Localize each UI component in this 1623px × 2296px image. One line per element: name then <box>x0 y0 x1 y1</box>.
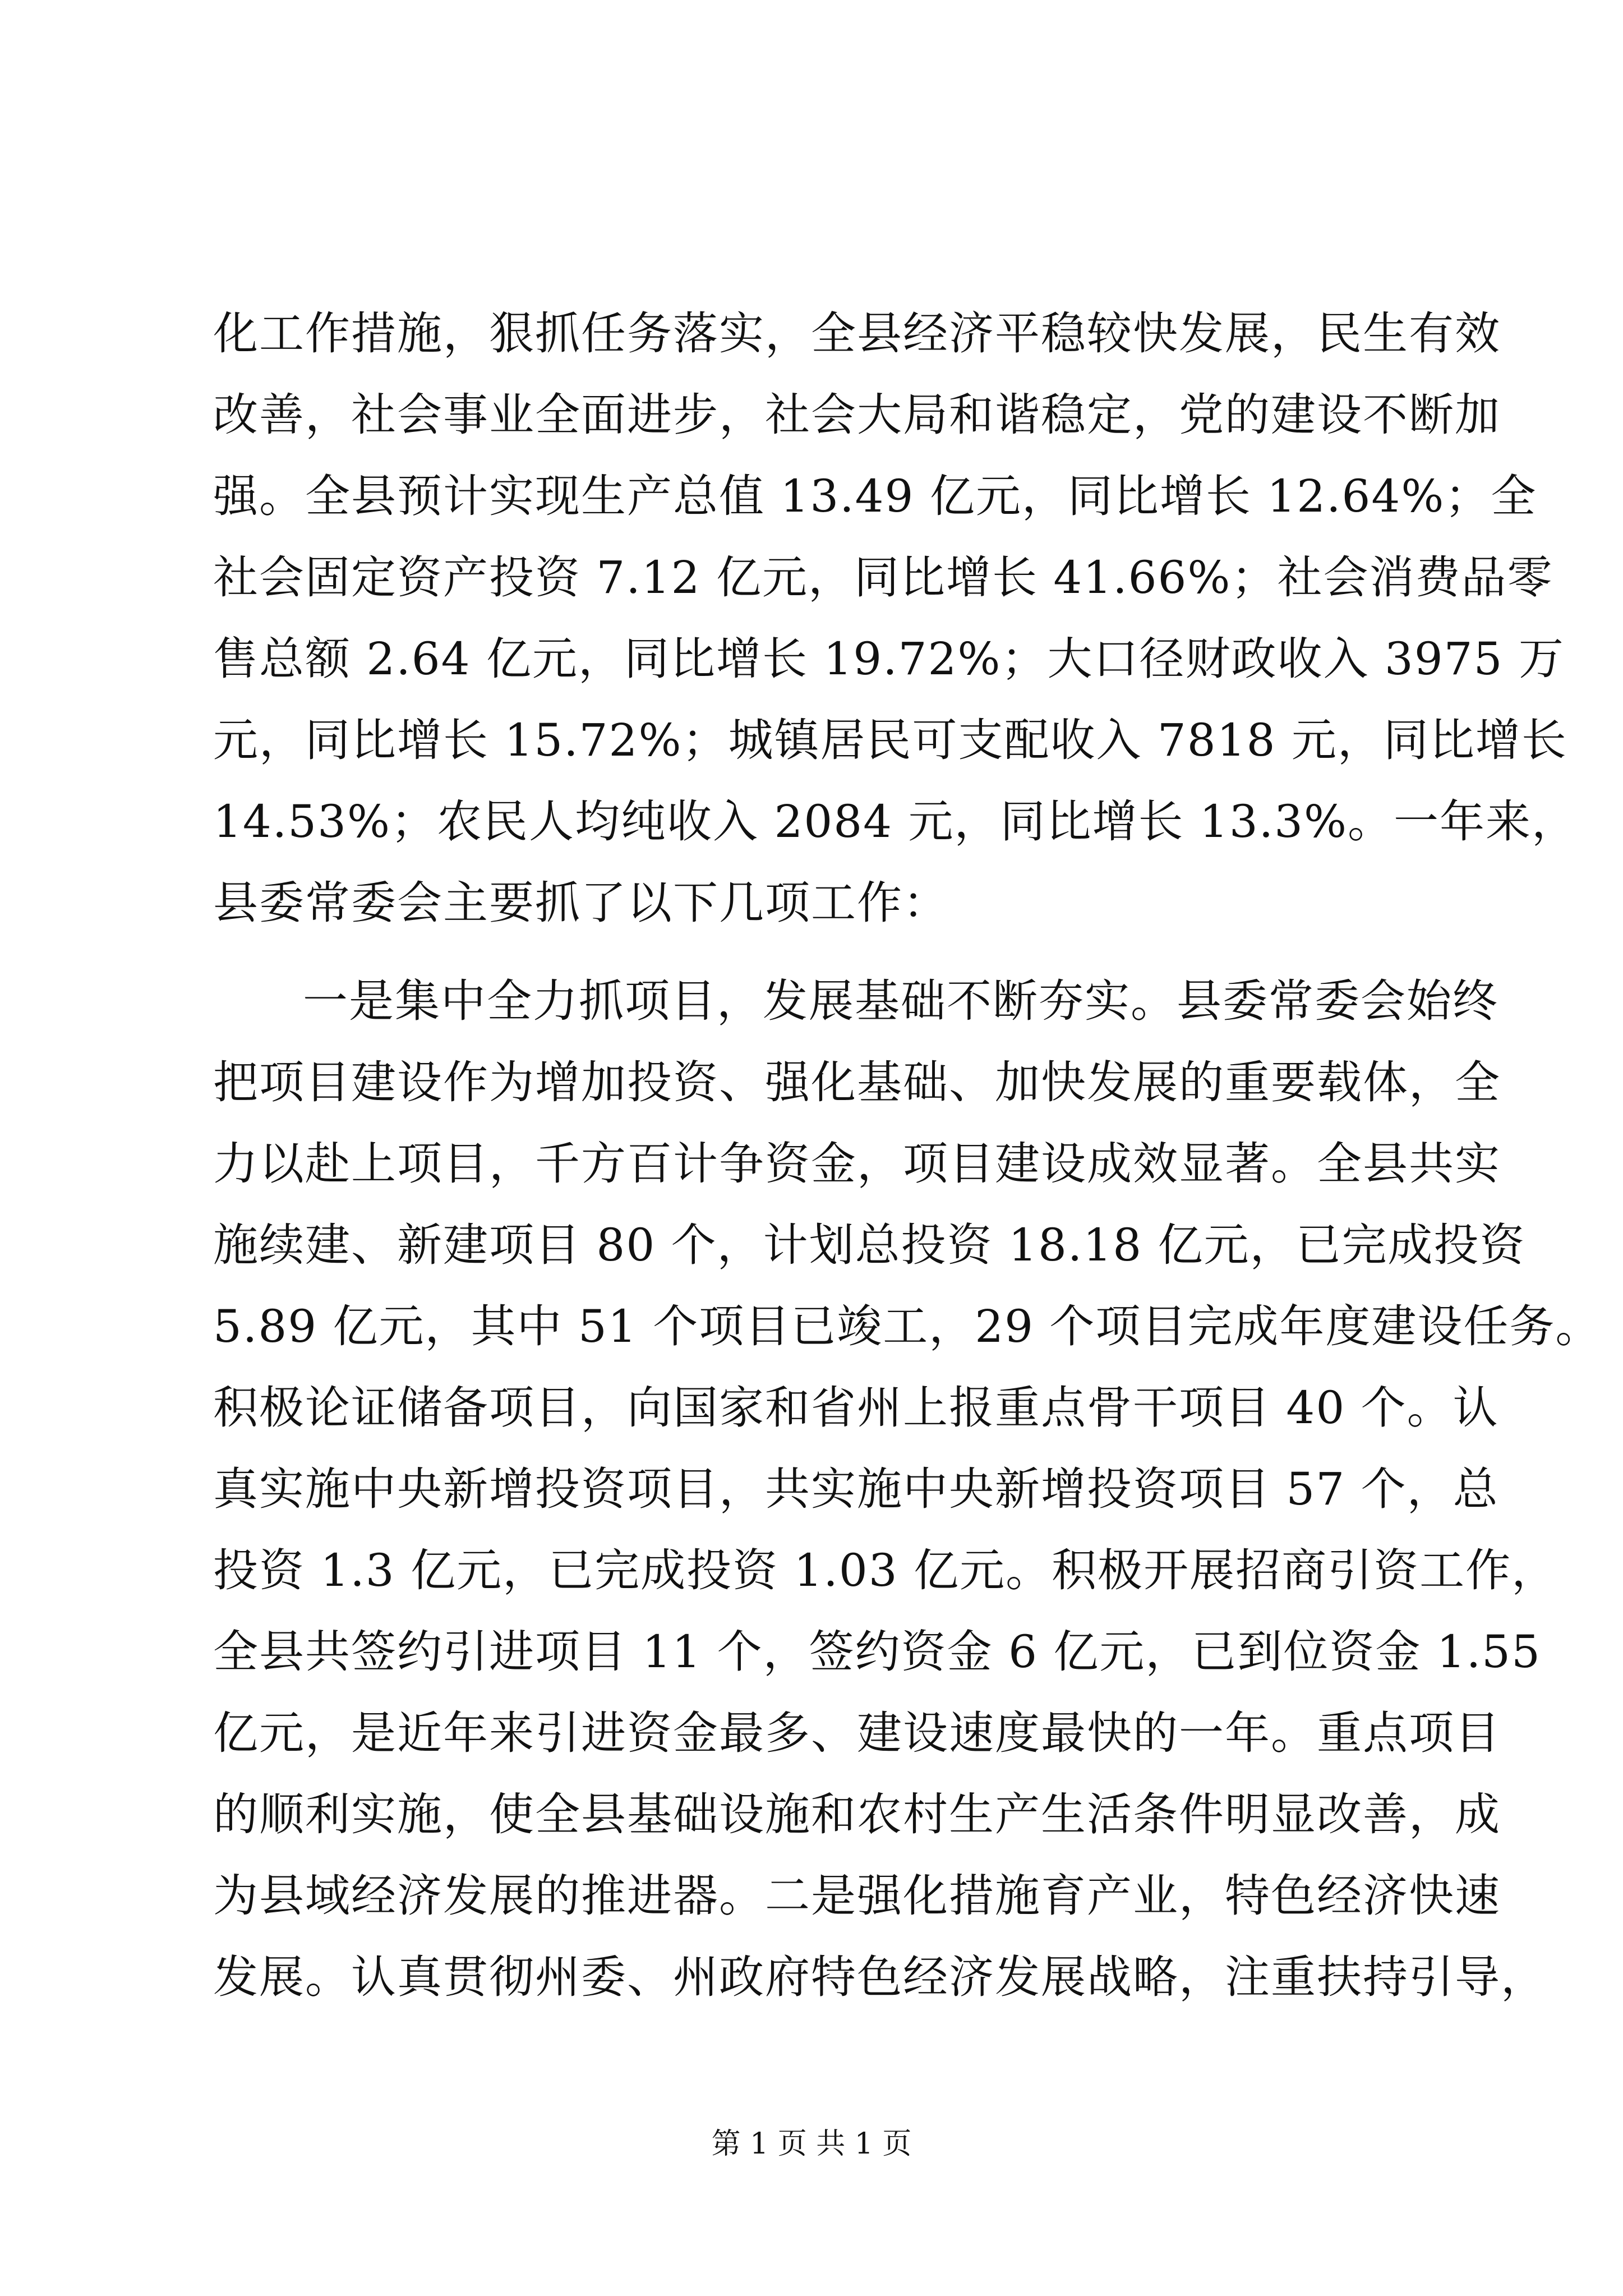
paragraph-first-line: 一是集中全力抓项目，发展基础不断夯实。县委常委会始终 <box>303 975 1498 1027</box>
text-line: 力以赴上项目，千方百计争资金，项目建设成效显著。全县共实 <box>213 1138 1501 1190</box>
text-line: 发展。认真贯彻州委、州政府特色经济发展战略，注重扶持引导， <box>213 1951 1547 2003</box>
text-line: 县委常委会主要抓了以下几项工作： <box>213 877 949 929</box>
text-line: 化工作措施，狠抓任务落实，全县经济平稳较快发展，民生有效 <box>213 307 1501 360</box>
page-number-footer: 第 1 页 共 1 页 <box>711 2127 912 2161</box>
text-line: 社会固定资产投资 7.12 亿元，同比增长 41.66%；社会消费品零 <box>213 551 1553 604</box>
text-line: 强。全县预计实现生产总值 13.49 亿元，同比增长 12.64%；全 <box>213 470 1537 522</box>
text-line: 改善，社会事业全面进步，社会大局和谐稳定，党的建设不断加 <box>213 389 1501 441</box>
text-line: 5.89 亿元，其中 51 个项目已竣工，29 个项目完成年度建设任务。 <box>213 1300 1602 1352</box>
text-line: 售总额 2.64 亿元，同比增长 19.72%；大口径财政收入 3975 万 <box>213 633 1565 685</box>
text-line: 为县域经济发展的推进器。二是强化措施育产业，特色经济快速 <box>213 1870 1501 1922</box>
text-line: 元，同比增长 15.72%；城镇居民可支配收入 7818 元，同比增长 <box>213 714 1567 766</box>
text-line: 14.53%；农民人均纯收入 2084 元，同比增长 13.3%。一年来， <box>213 795 1578 848</box>
text-line: 亿元，是近年来引进资金最多、建设速度最快的一年。重点项目 <box>213 1707 1501 1759</box>
text-line: 积极论证储备项目，向国家和省州上报重点骨干项目 40 个。认 <box>213 1382 1499 1434</box>
text-line: 把项目建设作为增加投资、强化基础、加快发展的重要载体，全 <box>213 1056 1501 1108</box>
text-line: 施续建、新建项目 80 个，计划总投资 18.18 亿元，已完成投资 <box>213 1219 1526 1271</box>
text-line: 投资 1.3 亿元，已完成投资 1.03 亿元。积极开展招商引资工作， <box>213 1544 1558 1596</box>
text-line: 真实施中央新增投资项目，共实施中央新增投资项目 57 个，总 <box>213 1463 1499 1515</box>
text-line: 全县共签约引进项目 11 个，签约资金 6 亿元，已到位资金 1.55 <box>213 1626 1541 1678</box>
text-line: 的顺利实施，使全县基础设施和农村生产生活条件明显改善，成 <box>213 1788 1501 1841</box>
